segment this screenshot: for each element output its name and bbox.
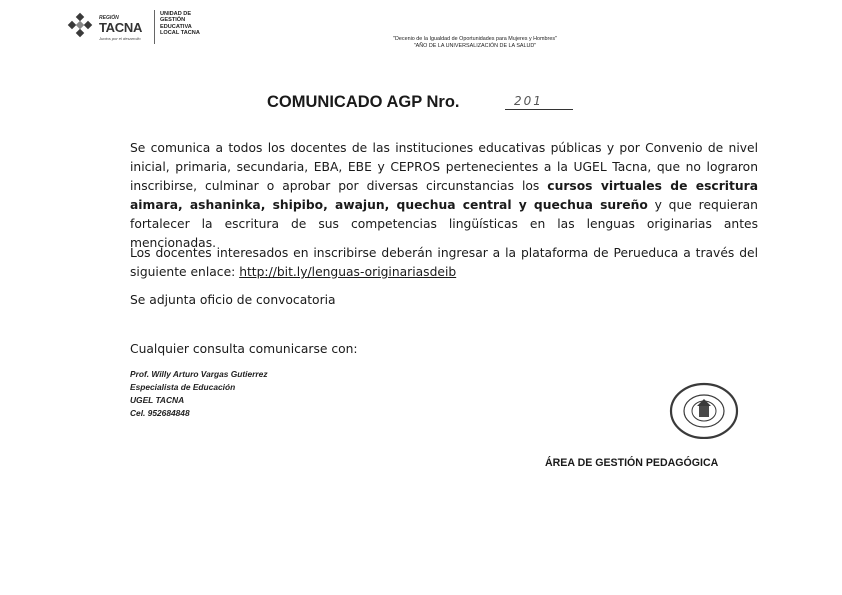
registration-link[interactable]: http://bit.ly/lenguas-originariasdeib: [239, 265, 457, 279]
unit-line: LOCAL TACNA: [160, 30, 200, 37]
contact-role: Especialista de Educación: [130, 382, 236, 392]
registration-text: Los docentes interesados en inscribirse deberán ingresar a la plataforma de Perueduca a través del siguiente enlace:: [130, 246, 758, 279]
number-underline: [505, 109, 573, 110]
unit-line: EDUCATIVA: [160, 23, 192, 30]
logo-tagline: Juntos por el desarrollo: [99, 36, 141, 41]
contact-block: [130, 368, 268, 420]
ugel-logo: [66, 8, 206, 48]
signature-area-label: ÁREA DE GESTIÓN PEDAGÓGICA: [545, 457, 719, 469]
paragraph-registration: [130, 244, 758, 282]
unit-line: GESTIÓN: [160, 17, 186, 24]
courses-list: cursos virtuales de escritura aimara, ashaninka, shipibo, awajun, quechua central y quechua sureño: [130, 179, 758, 212]
contact-org: UGEL TACNA: [130, 395, 185, 405]
logo-region: REGIÓN: [99, 15, 119, 21]
contact-phone: Cel. 952684848: [130, 408, 190, 418]
communique-number: 201: [514, 94, 543, 108]
paragraph-announcement: [130, 139, 758, 253]
logo-name: TACNA: [99, 20, 143, 35]
contact-intro: Cualquier consulta comunicarse con:: [130, 342, 358, 356]
official-seal-stamp: [666, 381, 742, 439]
announcement-text: Se comunica a todos los docentes de las instituciones educativas públicas y por Convenio de nivel inicial, primaria, secundaria, EBA, EBE y CEPROS pertenecientes a la UGEL Tacna, que no lograron inscribirse, culminar o aprobar por diversas circunstancias los: [130, 141, 758, 193]
contact-name: Prof. Willy Arturo Vargas Gutierrez: [130, 369, 268, 379]
decenio-line2: "AÑO DE LA UNIVERSALIZACIÓN DE LA SALUD": [413, 43, 537, 49]
announcement-text-end: y que requieran fortalecer la escritura de sus competencias lingüísticas en las lenguas originarias antes mencionadas.: [130, 198, 758, 250]
attachment-note: Se adjunta oficio de convocatoria: [130, 293, 336, 307]
diamond-emblem-icon: [66, 12, 96, 42]
unit-line: UNIDAD DE: [160, 11, 192, 17]
logo-divider: [154, 10, 155, 44]
decenio-line1: "Decenio de la Igualdad de Oportunidades para Mujeres y Hombres": [393, 36, 557, 42]
unit-name: [160, 11, 200, 37]
document-title: COMUNICADO AGP Nro.: [267, 93, 460, 111]
